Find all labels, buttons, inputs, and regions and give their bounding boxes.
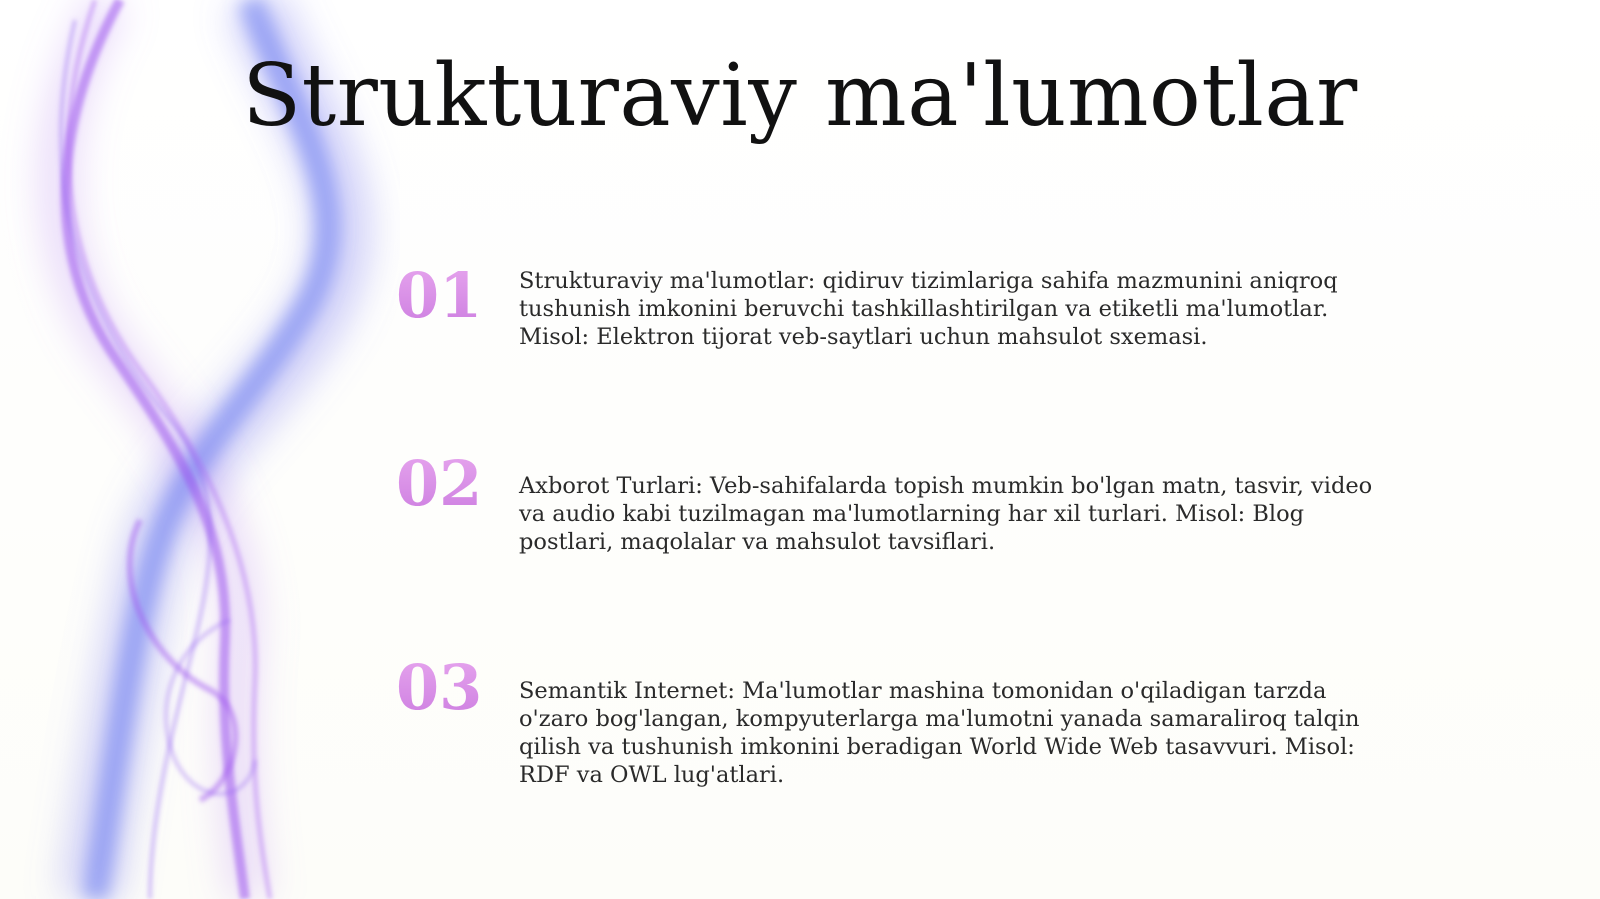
item-number: 03 — [396, 652, 496, 724]
item-text: Strukturaviy ma'lumotlar: qidiruv tizimlariga sahifa mazmunini aniqroq tushunish imkonini beruvchi tashkillashtirilgan va etiketli ma'lumotlar. Misol: Elektron tijorat veb-saytlari uchun mahsulot sxemasi. — [519, 268, 1338, 350]
item-text: Axborot Turlari: Veb-sahifalarda topish mumkin bo'lgan matn, tasvir, video va audio kabi tuzilmagan ma'lumotlarning har xil turlari. Misol: Blog postlari, maqolalar va mahsulot tavsiflari. — [519, 473, 1373, 555]
item-number: 01 — [396, 260, 496, 332]
item-text: Semantik Internet: Ma'lumotlar mashina tomonidan o'qiladigan tarzda o'zaro bog'langan, kompyuterlarga ma'lumotni yanada samaraliroq talqin qilish va tushunish imkonini beradigan World Wide Web tasavvuri. Misol: RDF va OWL lug'atlari. — [519, 678, 1360, 788]
slide-title: Strukturaviy ma'lumotlar — [242, 46, 1358, 146]
item-number: 02 — [396, 448, 496, 520]
